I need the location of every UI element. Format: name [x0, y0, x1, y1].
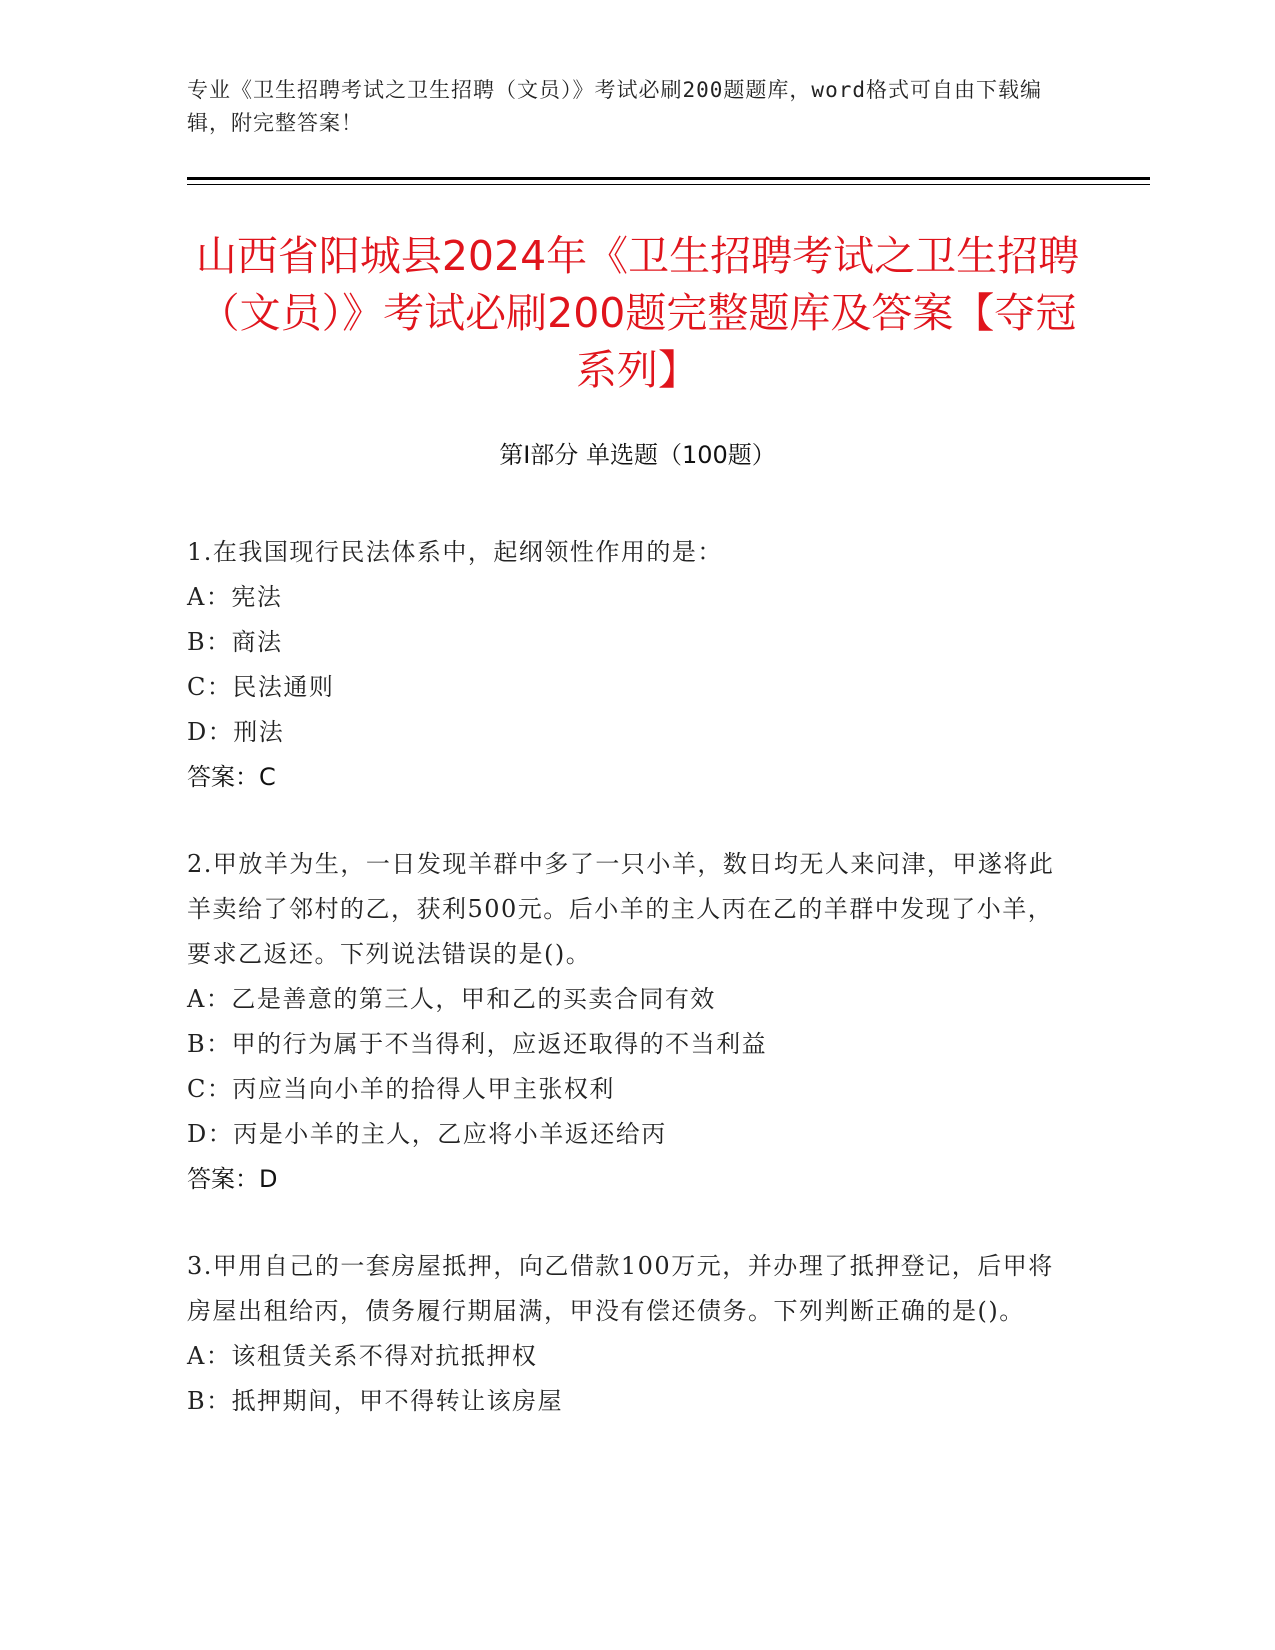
section-heading: 第I部分 单选题（100题） [499, 441, 776, 469]
question-1 [187, 530, 1067, 800]
option-a: A：宪法 [187, 583, 283, 611]
header-divider-thick [187, 177, 1150, 180]
option-d: D：丙是小羊的主人，乙应将小羊返还给丙 [187, 1120, 667, 1148]
option-b: B：商法 [187, 628, 283, 656]
header-note: 专业《卫生招聘考试之卫生招聘（文员）》考试必刷200题题库，word格式可自由下载编辑，附完整答案！ [187, 78, 1042, 135]
option-a: A：该租赁关系不得对抗抵押权 [187, 1342, 538, 1370]
question-stem: 1.在我国现行民法体系中，起纲领性作用的是： [187, 538, 723, 566]
question-stem: 2.甲放羊为生，一日发现羊群中多了一只小羊，数日均无人来问津，甲遂将此羊卖给了邻村的乙，获利500元。后小羊的主人丙在乙的羊群中发现了小羊，要求乙返还。下列说法错误的是()。 [187, 850, 1055, 968]
option-c: C：丙应当向小羊的拾得人甲主张权利 [187, 1075, 615, 1103]
option-b: B：抵押期间，甲不得转让该房屋 [187, 1387, 564, 1415]
option-a: A：乙是善意的第三人，甲和乙的买卖合同有效 [187, 985, 716, 1013]
answer-line: 答案：D [187, 1165, 278, 1193]
header-divider-thin [187, 184, 1150, 185]
question-stem: 3.甲用自己的一套房屋抵押，向乙借款100万元，并办理了抵押登记，后甲将房屋出租给丙，债务履行期届满，甲没有偿还债务。下列判断正确的是()。 [187, 1252, 1054, 1325]
question-list [187, 530, 1067, 1466]
question-2 [187, 842, 1067, 1202]
option-b: B：甲的行为属于不当得利，应返还取得的不当利益 [187, 1030, 768, 1058]
option-c: C：民法通则 [187, 673, 335, 701]
document-title: 山西省阳城县2024年《卫生招聘考试之卫生招聘（文员）》考试必刷200题完整题库及答案【夺冠系列】 [195, 232, 1080, 394]
answer-line: 答案：C [187, 763, 276, 791]
option-d: D：刑法 [187, 718, 285, 746]
question-3 [187, 1244, 1067, 1424]
